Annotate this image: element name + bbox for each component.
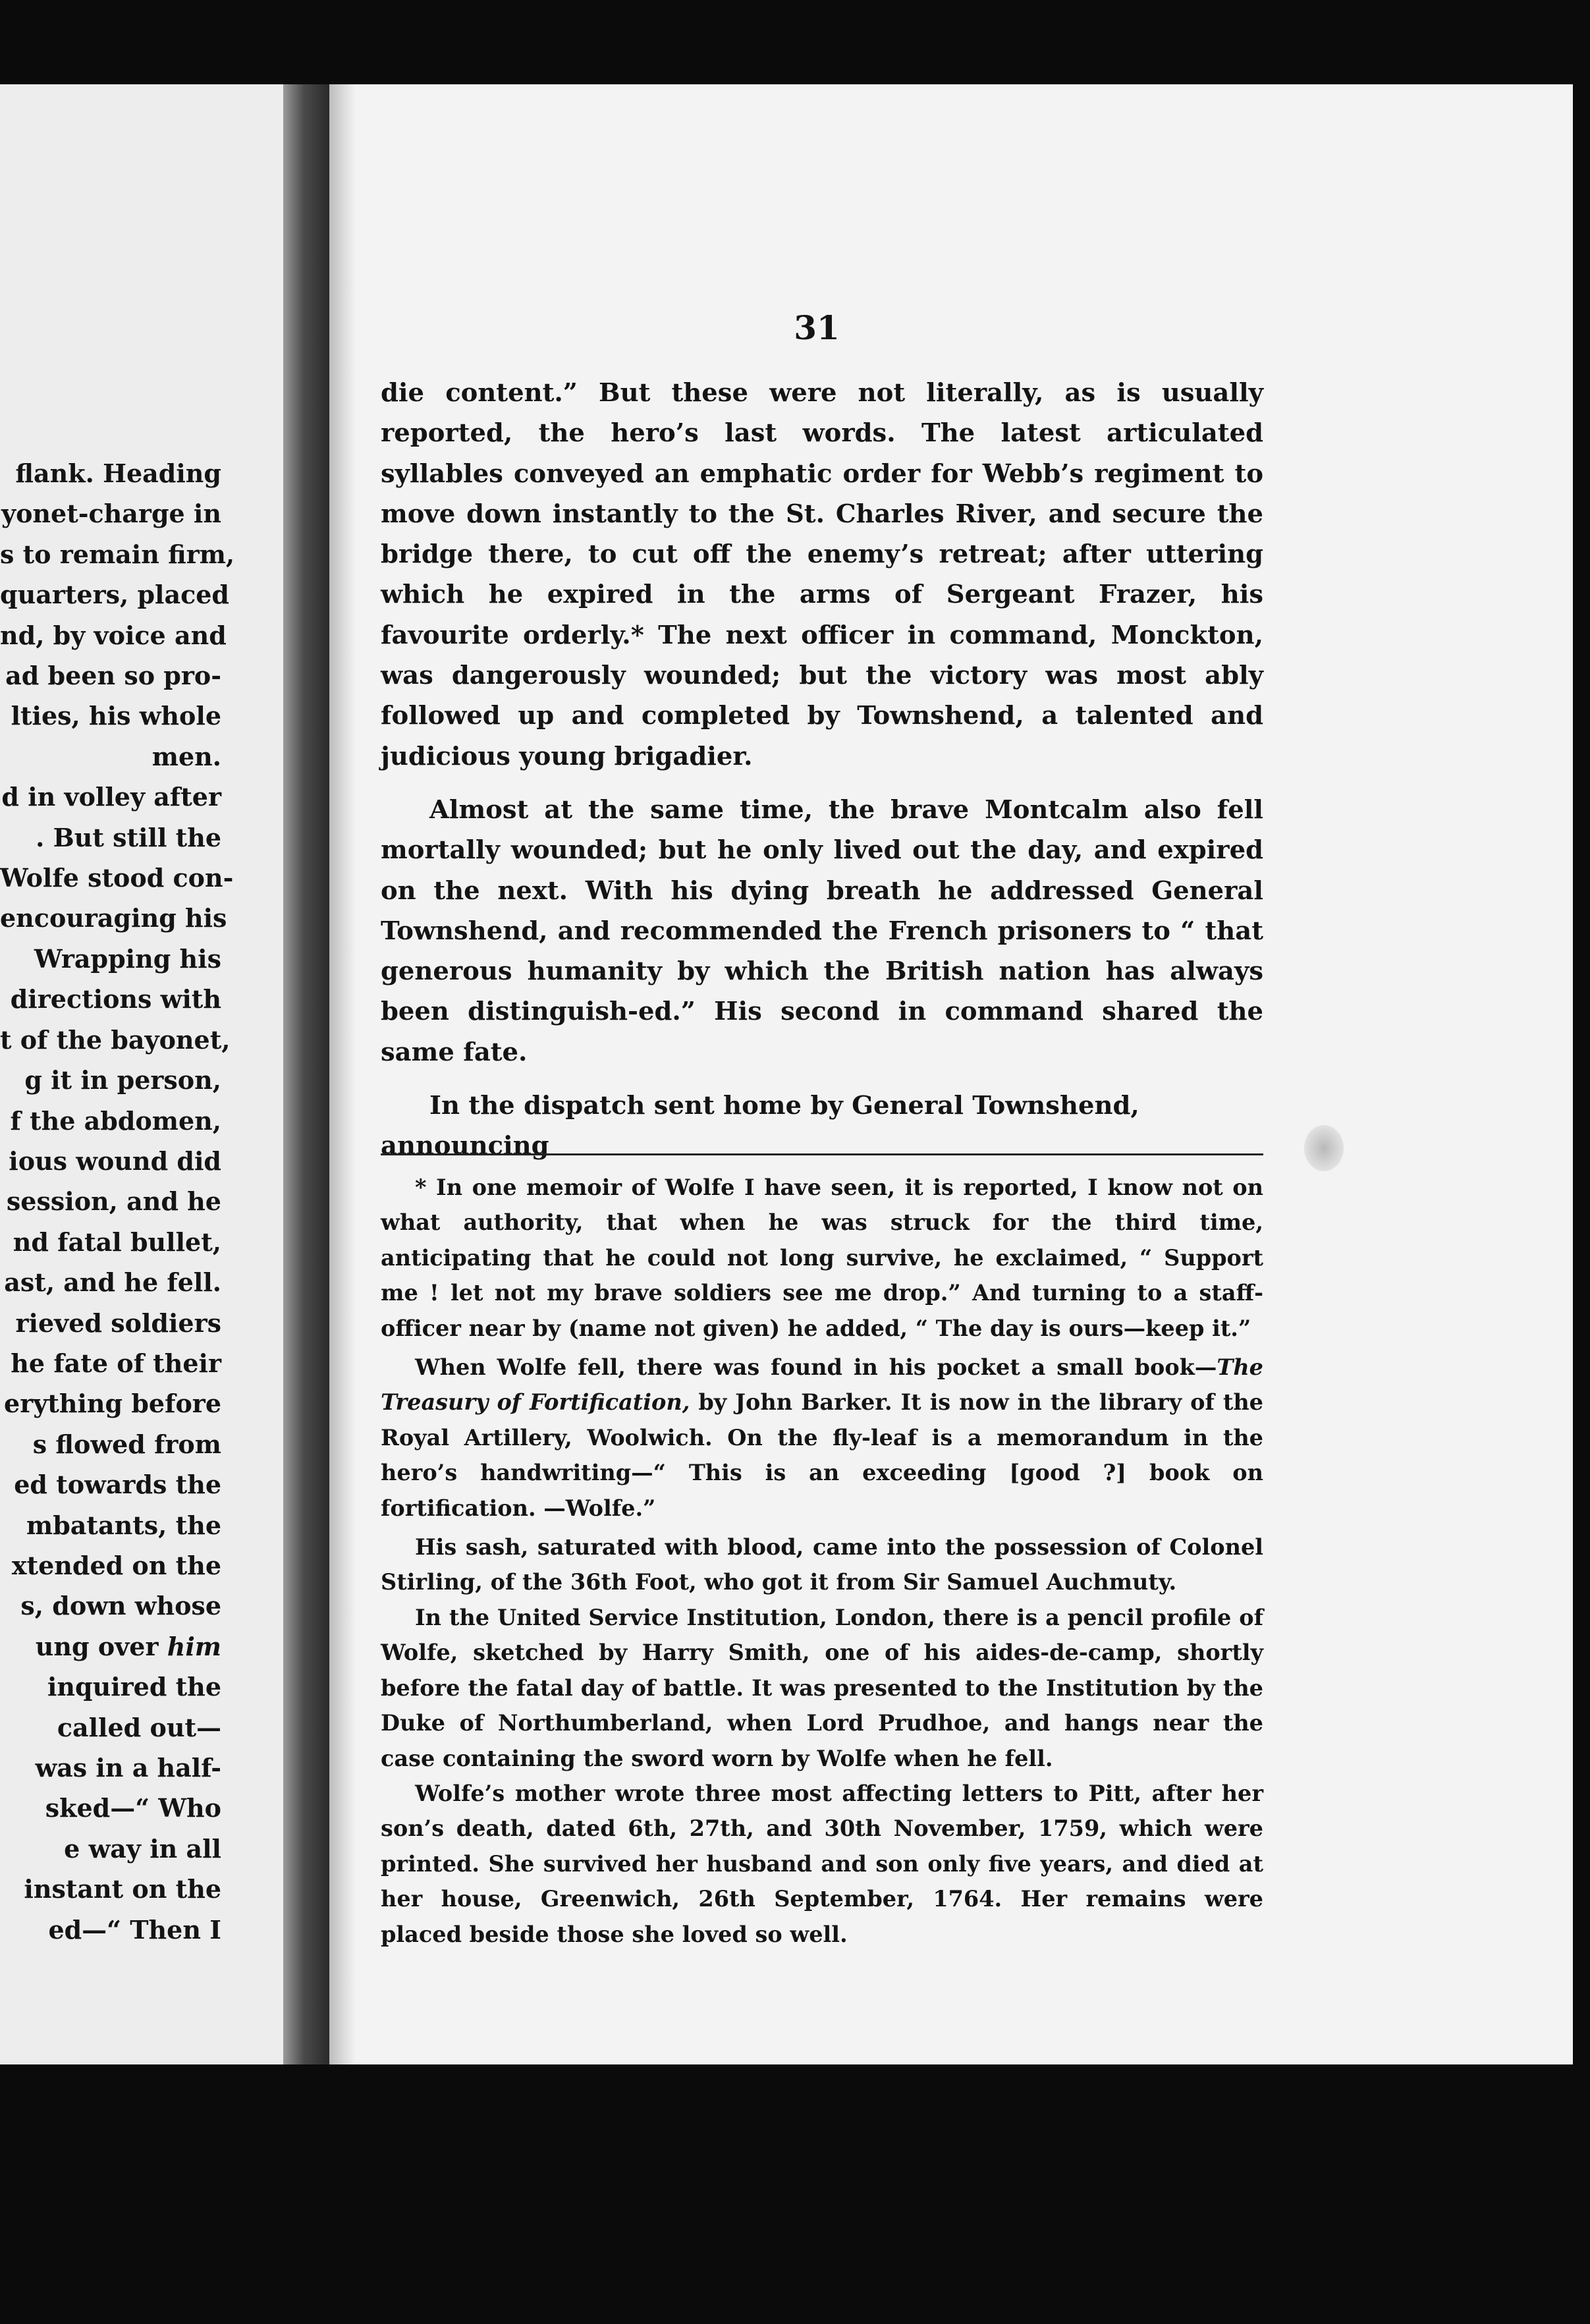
previous-page-line: he fate of their	[11, 1348, 221, 1378]
previous-page-line: session, and he	[6, 1186, 221, 1217]
previous-page-line: f the abdomen,	[10, 1105, 221, 1136]
footnote-2-text-b: by John Barker. It is now in the library of the Royal Artillery, Woolwich. On the fly-leaf is a memorandum in the hero’s handwriting—“ This is an exceeding [good ?] book on fortification. —Wolfe.”	[381, 1389, 1263, 1521]
previous-page-line: yonet-charge in	[1, 499, 221, 529]
previous-page-line: ed towards the	[14, 1470, 221, 1500]
previous-page-line: ed—“ Then I	[48, 1914, 221, 1945]
footnote-4: In the United Service Institution, London, there is a pencil profile of Wolfe, sketched by Harry Smith, one of his aides-de-camp, shortly before the fatal day of battle. It was presented to the Institution by the Duke of Northumberland, when Lord Prudhoe, and hangs near the case containing the sword worn by Wolfe when he fell.	[381, 1604, 1263, 1771]
previous-page-line: ad been so pro-	[5, 661, 221, 691]
previous-page-line: called out—	[57, 1712, 221, 1742]
previous-page-line: s flowed from	[32, 1429, 221, 1459]
book-title: The Treasury of Fortification,	[381, 1354, 1263, 1416]
previous-page-line: s, down whose	[20, 1591, 221, 1621]
previous-page-line: was in a half-	[35, 1753, 221, 1783]
previous-page-text	[0, 453, 235, 1950]
previous-page-line: instant on the	[24, 1874, 221, 1904]
previous-page-line: sked—“ Who	[45, 1793, 221, 1823]
previous-page-line: ious wound did	[9, 1146, 221, 1176]
previous-page-line: men.	[151, 741, 221, 771]
previous-page-line: Wrapping his	[34, 943, 221, 974]
book-gutter	[283, 84, 329, 2064]
ink-smudge	[1304, 1125, 1344, 1171]
page-edge-shadow	[329, 84, 356, 2064]
previous-page-line: g it in person,	[24, 1065, 221, 1095]
page-number: 31	[794, 308, 840, 347]
previous-page-line: Wolfe stood con-	[0, 863, 234, 893]
previous-page-line: quarters, placed	[0, 580, 229, 610]
paragraph-3: In the dispatch sent home by General Townshend, announcing	[381, 1091, 1139, 1161]
footnote-rule	[381, 1153, 1263, 1155]
previous-page-line: encouraging his	[0, 903, 227, 933]
previous-page-line: s to remain firm,	[0, 539, 235, 569]
footnote-3: His sash, saturated with blood, came into the possession of Colonel Stirling, of the 36th Foot, who got it from Sir Samuel Auchmuty.	[381, 1534, 1263, 1595]
previous-page	[0, 84, 283, 2064]
previous-page-line: flank. Heading	[15, 458, 221, 488]
previous-page-line: nd fatal bullet,	[13, 1227, 221, 1257]
footnotes	[381, 1170, 1263, 1952]
previous-page-line: . But still the	[36, 822, 221, 852]
footnote-1: * In one memoir of Wolfe I have seen, it is reported, I know not on what authority, that when he was struck for the third time, anticipating that he could not long survive, he exclaimed, “ Support me ! let not my brave soldiers see me drop.” And turning to a staff-officer near by (name not given) he added, “ The day is ours—keep it.”	[381, 1175, 1263, 1341]
previous-page-line: e way in all	[64, 1833, 221, 1864]
previous-page-line: t of the bayonet,	[0, 1024, 231, 1055]
previous-page-line: lties, his whole	[11, 701, 221, 731]
previous-page-line: inquired the	[47, 1672, 221, 1702]
previous-page-line: ung over him	[35, 1631, 221, 1661]
current-page	[329, 84, 1573, 2064]
previous-page-line: nd, by voice and	[0, 620, 227, 650]
previous-page-line: directions with	[10, 984, 221, 1014]
paragraph-1: die content.” But these were not literally, as is usually reported, the hero’s last words. The latest articulated syllables conveyed an emphatic order for Webb’s regiment to move down instantly to the St. Charles River, and secure the bridge there, to cut off the enemy’s retreat; after uttering which he expired in the arms of Sergeant Frazer, his favourite orderly.* The next officer in command, Monckton, was dangerously wounded; but the victory was most ably followed up and completed by Townshend, a talented and judicious young brigadier.	[381, 378, 1263, 771]
footnote-2-text-a: When Wolfe fell, there was found in his pocket a small book—	[415, 1354, 1217, 1381]
previous-page-line: mbatants, the	[26, 1510, 221, 1540]
main-text	[381, 373, 1263, 1167]
footnote-2	[381, 1350, 1263, 1526]
previous-page-line: d in volley after	[1, 782, 221, 812]
paragraph-2: Almost at the same time, the brave Montcalm also fell mortally wounded; but he only lived out the day, and expired on the next. With his dying breath he addressed General Townshend, and recommended the French prisoners to “ that generous humanity by which the British nation has always been distinguish-ed.” His second in command shared the same fate.	[381, 794, 1263, 1067]
previous-page-line: rieved soldiers	[15, 1308, 221, 1338]
footnote-5: Wolfe’s mother wrote three most affecting letters to Pitt, after her son’s death, dated 6th, 27th, and 30th November, 1759, which were printed. She survived her husband and son only five years, and died at her house, Greenwich, 26th September, 1764. Her remains were placed beside those she loved so well.	[381, 1780, 1263, 1947]
previous-page-line: erything before	[4, 1389, 221, 1419]
previous-page-line: xtended on the	[11, 1550, 221, 1580]
previous-page-line: ast, and he fell.	[4, 1267, 221, 1298]
